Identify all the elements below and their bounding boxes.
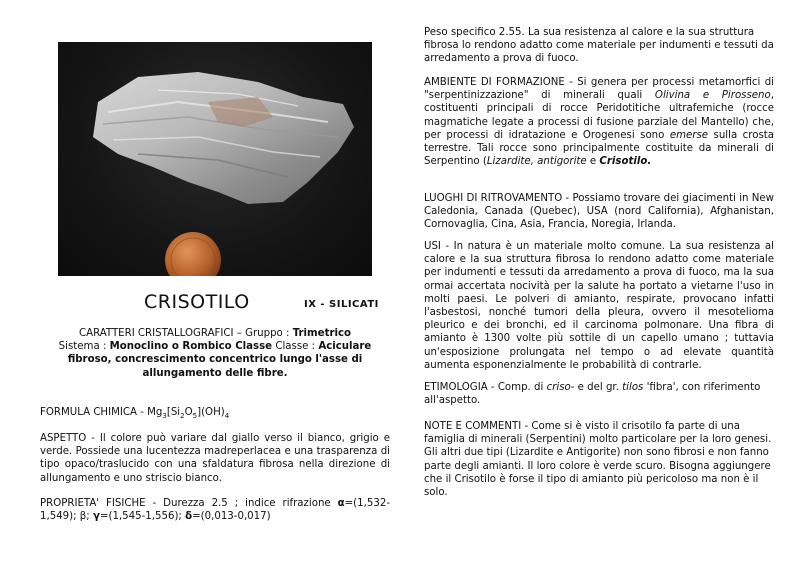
mineral-class-label: IX - SILICATI xyxy=(304,299,379,310)
physical-properties: PROPRIETA' FISICHE - Durezza 2.5 ; indice rifrazione α=(1,532-1,549); β; γ=(1,545-1,556); δ=(0,013-0,017) xyxy=(40,498,390,523)
specimen-photo xyxy=(58,42,372,276)
chemical-formula: FORMULA CHIMICA - $Mg_3[Si_2O_5](OH)_4$ xyxy=(40,407,230,421)
aspect-paragraph: ASPETTO - Il colore può variare dal giallo verso il bianco, grigio e verde. Possiede una lucentezza madreperlacea e una trasparenza di tipo opaco/traslucido con una sfaldatura fibrosa nella direzione di allungamento e uno striscio bianco. xyxy=(40,433,390,484)
uses-paragraph: USI - In natura è un materiale molto comune. La sua resistenza al calore e la sua struttura fibrosa lo rendono adatto come materiale per indumenti e tessuti da arredamento a prova di fuoco, ma la sua ormai accertata nocività per la salute ha portato a vietarne l'uso in molti paesi. Le polveri di amianto, respirate, provocano infatti l'asbestosi, nonché tumori della pleura, ovvero il mesotelioma pleurico e dei bronchi, ed il carcinoma polmonare. Una fibra di amianto è 1300 volte più sottile di un capello umano ; tuttavia un'esposizione prolungata nel tempo o ad elevate quantità aumenta esponenzialmente le probabilità di contrarle. xyxy=(424,241,774,371)
caratteri-line-2: Sistema : Monoclino o Rombico Classe Classe : Aciculare xyxy=(58,341,372,353)
caratteri-line-1: CARATTERI CRISTALLOGRAFICI – Gruppo : Trimetrico xyxy=(78,328,351,339)
notes-paragraph: NOTE E COMMENTI - Come si è visto il crisotilo fa parte di una famiglia di minerali (Serpentini) molto particolare per la loro genesi. Gli altri due tipi (Lizardite e Antigorite) non sono fibrosi e non fanno parte degli amianti. Il loro colore è verde scuro. Bisogna aggiungere che il Crisotilo è forse il tipo di amianto più pericoloso ma non è il solo. xyxy=(424,421,772,499)
formation-environment: AMBIENTE DI FORMAZIONE - Si genera per processi metamorfici di "serpentinizzazione" di minerali quali Olivina e Pirosseno, costituenti principali di rocce Peridotitiche ultrafemiche (rocce magmatiche legate a processi di fusione parziale del Mantello) che, per processi di idratazione e Orogenesi sono emerse sulla crosta terrestre. Tali rocce sono principalmente costituite da minerali di Serpentino (Lizardite, antigorite e Crisotilo. xyxy=(424,77,774,168)
caratteri-line-3: fibroso, concrescimento concentrico lungo l'asse di xyxy=(67,354,363,366)
etymology-paragraph: ETIMOLOGIA - Comp. di criso- e del gr. tilos 'fibra', con riferimento all'aspetto. xyxy=(424,382,761,407)
caratteri-line-4: allungamento delle fibre. xyxy=(142,367,288,379)
specific-weight-paragraph: Peso specifico 2.55. La sua resistenza al calore e la sua struttura fibrosa lo rendono adatto come materiale per indumenti e tessuti da arredamento a prova di fuoco. xyxy=(424,27,774,65)
specimen-illustration xyxy=(58,42,372,276)
locations-paragraph: LUOGHI DI RITROVAMENTO - Possiamo trovare dei giacimenti in New Caledonia, Canada (Quebec), USA (nord California), Afghanistan, Cornovaglia, Cina, Asia, Francia, Noregia, Irlanda. xyxy=(424,193,774,231)
crystallographic-characters xyxy=(40,327,390,380)
page-title: CRISOTILO xyxy=(144,291,250,313)
